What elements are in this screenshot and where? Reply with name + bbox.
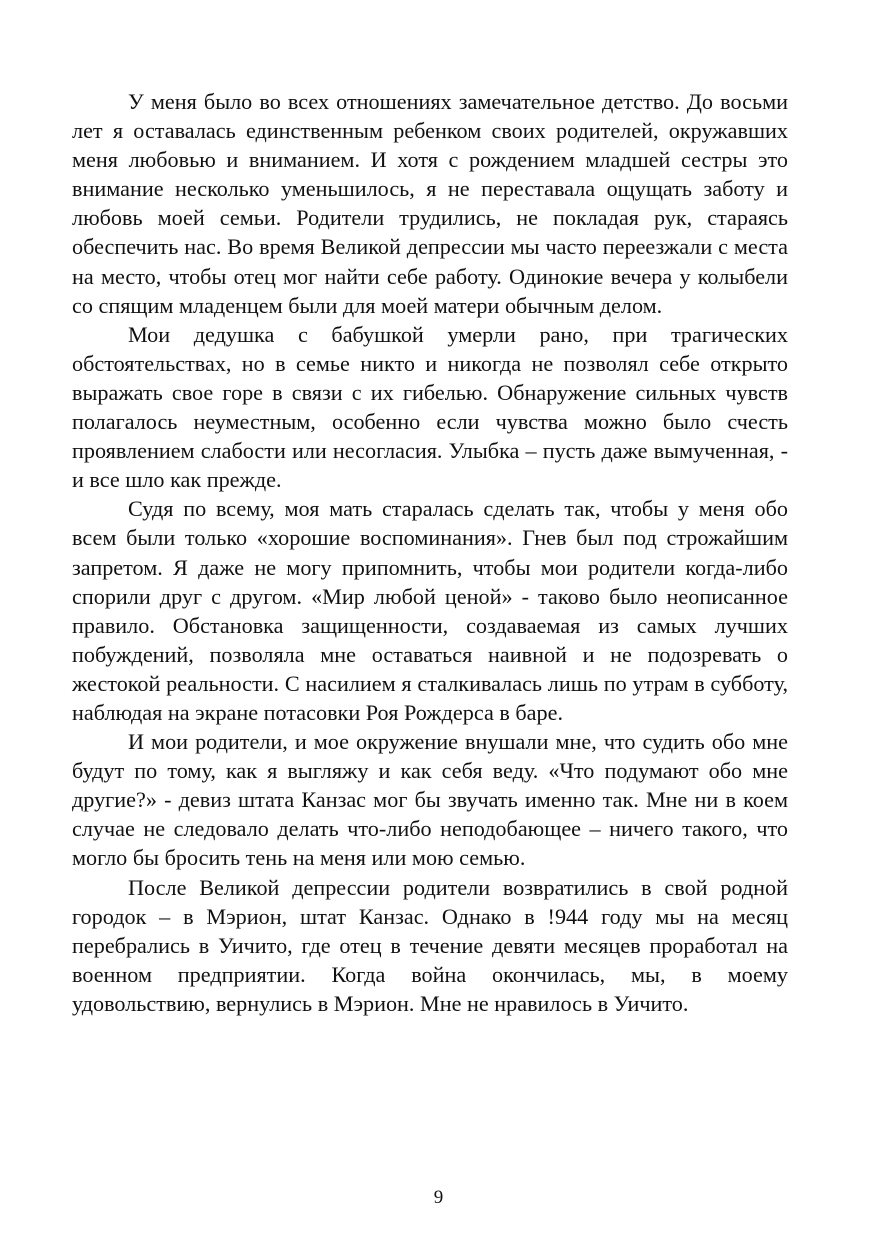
paragraph-marion-wichita: После Великой депрессии родители возвратились в свой родной городок – в Мэрион, штат Канзас. Однако в !944 году мы на месяц перебрались в Уичито, где отец в течение девяти месяцев проработал на военном предприятии. Когда война окончилась, мы, в моему удовольствию, вернулись в Мэрион. Мне не нравилось в Уичито. <box>72 874 788 1016</box>
paragraph-mother-memories: Судя по всему, моя мать старалась сделать так, чтобы у меня обо всем были только «хорошие воспоминания». Гнев был под строжайшим запретом. Я даже не могу припомнить, чтобы мои родители когда-либо спорили друг с другом. «Мир любой ценой» - таково было неописанное правило. Обстановка защищенности, создаваемая из самых лучших побуждений, позволяла мне оставаться наивной и не подозревать о жестокой реальности. С насилием я сталкивалась лишь по утрам в субботу, наблюдая на экране потасовки Роя Рождерса в баре. <box>72 496 788 725</box>
paragraph-appearances: И мои родители, и мое окружение внушали мне, что судить обо мне будут по тому, как я выгляжу и как себя веду. «Что подумают обо мне другие?» - девиз штата Канзас мог бы звучать именно так. Мне ни в коем случае не следовало делать что-либо неподобающее – ничего такого, что могло бы бросить тень на меня или мою семью. <box>72 729 788 871</box>
page-body <box>72 87 788 1018</box>
paragraph-childhood: У меня было во всех отношениях замечательное детство. До восьми лет я оставалась единственным ребенком своих родителей, окружавших меня любовью и вниманием. И хотя с рождением младшей сестры это внимание несколько уменьшилось, я не переставала ощущать заботу и любовь моей семьи. Родители трудились, не покладая рук, стараясь обеспечить нас. Во время Великой депрессии мы часто переезжали с места на место, чтобы отец мог найти себе работу. Одинокие вечера у колыбели со спящим младенцем были для моей матери обычным делом. <box>72 89 788 318</box>
page-number: 9 <box>433 1187 444 1208</box>
paragraph-grandparents: Мои дедушка с бабушкой умерли рано, при трагических обстоятельствах, но в семье никто и никогда не позволял себе открыто выражать свое горе в связи с их гибелью. Обнаружение сильных чувств полагалось неуместным, особенно если чувства можно было счесть проявлением слабости или несогласия. Улыбка – пусть даже вымученная, - и все шло как прежде. <box>72 321 788 493</box>
